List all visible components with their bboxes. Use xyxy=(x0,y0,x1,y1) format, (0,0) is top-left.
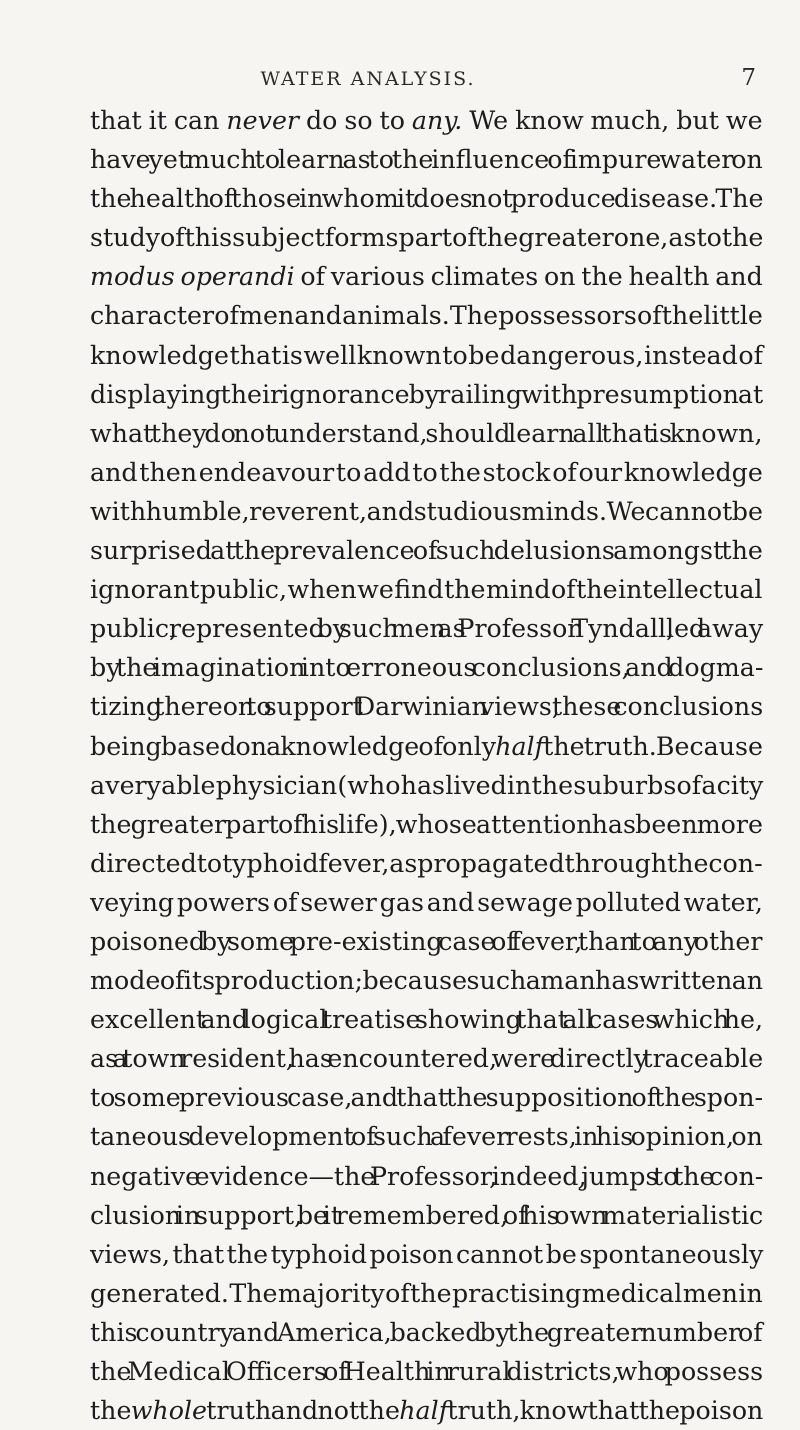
italic-text: never xyxy=(226,106,300,135)
text-line xyxy=(90,1157,763,1196)
text-line xyxy=(90,883,763,922)
text-segment: do so to xyxy=(299,106,412,135)
italic-text: modus operandi xyxy=(90,262,295,292)
text-segment: tizing thereon to support Darwinian views, these conclusions xyxy=(90,692,764,722)
text-line xyxy=(90,101,763,140)
text-segment: this country and America, backed by the greater number of xyxy=(90,1317,763,1347)
text-line xyxy=(90,687,763,726)
text-line xyxy=(90,609,763,648)
text-segment: the health of those in whom it does not produce disease. The xyxy=(90,184,764,214)
text-line xyxy=(90,922,763,961)
text-segment: knowledge that is well known to be dangerous, instead of xyxy=(90,340,764,370)
italic-text: half xyxy=(399,1396,449,1426)
text-segment: poisoned by some pre-existing case of fever, than to any other xyxy=(90,926,763,956)
text-segment: the xyxy=(90,1396,131,1426)
text-line xyxy=(90,648,763,687)
page-number: 7 xyxy=(741,65,756,91)
text-line xyxy=(90,1196,763,1235)
text-segment: the greater part of his life), whose attention has been more xyxy=(90,809,763,839)
text-segment: displaying their ignorance by railing with presumption at xyxy=(90,379,764,409)
text-segment: and then endeavour to add to the stock of our knowledge xyxy=(90,457,763,487)
text-line xyxy=(90,570,763,609)
text-segment: as a town resident, has encountered, were directly traceable xyxy=(90,1044,764,1074)
text-segment: veying powers of sewer gas and sewage polluted water, xyxy=(90,887,763,917)
text-segment: excellent and logical treatise showing that all cases which he, xyxy=(90,1005,764,1035)
text-segment: that it can xyxy=(90,106,227,135)
text-line xyxy=(90,1352,763,1391)
text-segment: study of this subject forms part of the greater one, as to the xyxy=(90,223,764,253)
text-segment: have yet much to learn as to the influence of impure water on xyxy=(90,145,763,175)
text-line xyxy=(90,1117,763,1156)
text-segment: views, that the typhoid poison cannot be spontaneously xyxy=(90,1239,764,1269)
text-line xyxy=(90,140,763,179)
text-line xyxy=(90,531,763,570)
text-segment: being based on a knowledge of only xyxy=(90,731,496,761)
text-segment: of various climates on the health and xyxy=(294,262,763,292)
running-head xyxy=(0,65,800,98)
text-line xyxy=(90,844,763,883)
text-line xyxy=(90,492,763,531)
text-line xyxy=(90,805,763,844)
text-segment: truth, know that the poison xyxy=(448,1396,764,1426)
italic-text: whole xyxy=(130,1396,207,1426)
text-segment: character of men and animals. The possessors of the little xyxy=(90,301,763,331)
text-segment: surprised at the prevalence of such delusions amongst the xyxy=(90,536,763,566)
italic-text: half xyxy=(495,731,545,761)
text-line xyxy=(90,1313,763,1352)
text-line xyxy=(90,727,763,766)
text-line xyxy=(90,336,763,375)
italic-text: any. xyxy=(411,106,463,135)
text-segment: by the imagination into erroneous conclusions, and dogma- xyxy=(90,653,764,683)
text-segment: We know much, but we xyxy=(462,106,763,135)
text-segment: to some previous case, and that the supposition of the spon- xyxy=(90,1083,764,1113)
text-line xyxy=(90,375,763,414)
text-line xyxy=(90,257,763,296)
text-segment: a very able physician (who has lived in the suburbs of a city xyxy=(90,770,764,800)
text-line xyxy=(90,1078,763,1117)
text-segment: mode of its production; because such a man has written an xyxy=(90,966,764,996)
text-line xyxy=(90,1000,763,1039)
text-segment: ignorant public, when we find the mind of the intellectual xyxy=(90,575,763,605)
text-segment: directed to typhoid fever, as propagated through the con- xyxy=(90,848,763,878)
text-line xyxy=(90,218,763,257)
text-segment: what they do not understand, should learn all that is known, xyxy=(90,418,763,448)
text-segment: public, represented by such men as Professor Tyndall, led away xyxy=(90,614,764,644)
text-line xyxy=(90,1039,763,1078)
body-text xyxy=(90,101,763,1430)
text-segment: the truth. Because xyxy=(544,731,763,761)
text-segment: negative evidence—the Professor, indeed, jumps to the con- xyxy=(90,1161,764,1191)
text-line xyxy=(90,414,763,453)
text-line xyxy=(90,296,763,335)
text-segment: clusion in support, be it remembered, of his own materialistic xyxy=(90,1200,764,1230)
text-line xyxy=(90,766,763,805)
text-segment: truth and not the xyxy=(207,1396,400,1426)
text-line xyxy=(90,1274,763,1313)
text-line xyxy=(90,179,763,218)
text-line xyxy=(90,453,763,492)
text-segment: taneous development of such a fever rests, in his opinion, on xyxy=(90,1122,763,1152)
text-segment: with humble, reverent, and studious minds. We cannot be xyxy=(90,496,763,526)
text-segment: generated. The majority of the practising medical men in xyxy=(90,1278,763,1308)
text-line xyxy=(90,1391,763,1430)
running-title: WATER ANALYSIS. xyxy=(260,68,476,90)
text-segment: the Medical Officers of Health in rural districts, who possess xyxy=(90,1357,764,1386)
text-line xyxy=(90,1235,763,1274)
text-line xyxy=(90,961,763,1000)
